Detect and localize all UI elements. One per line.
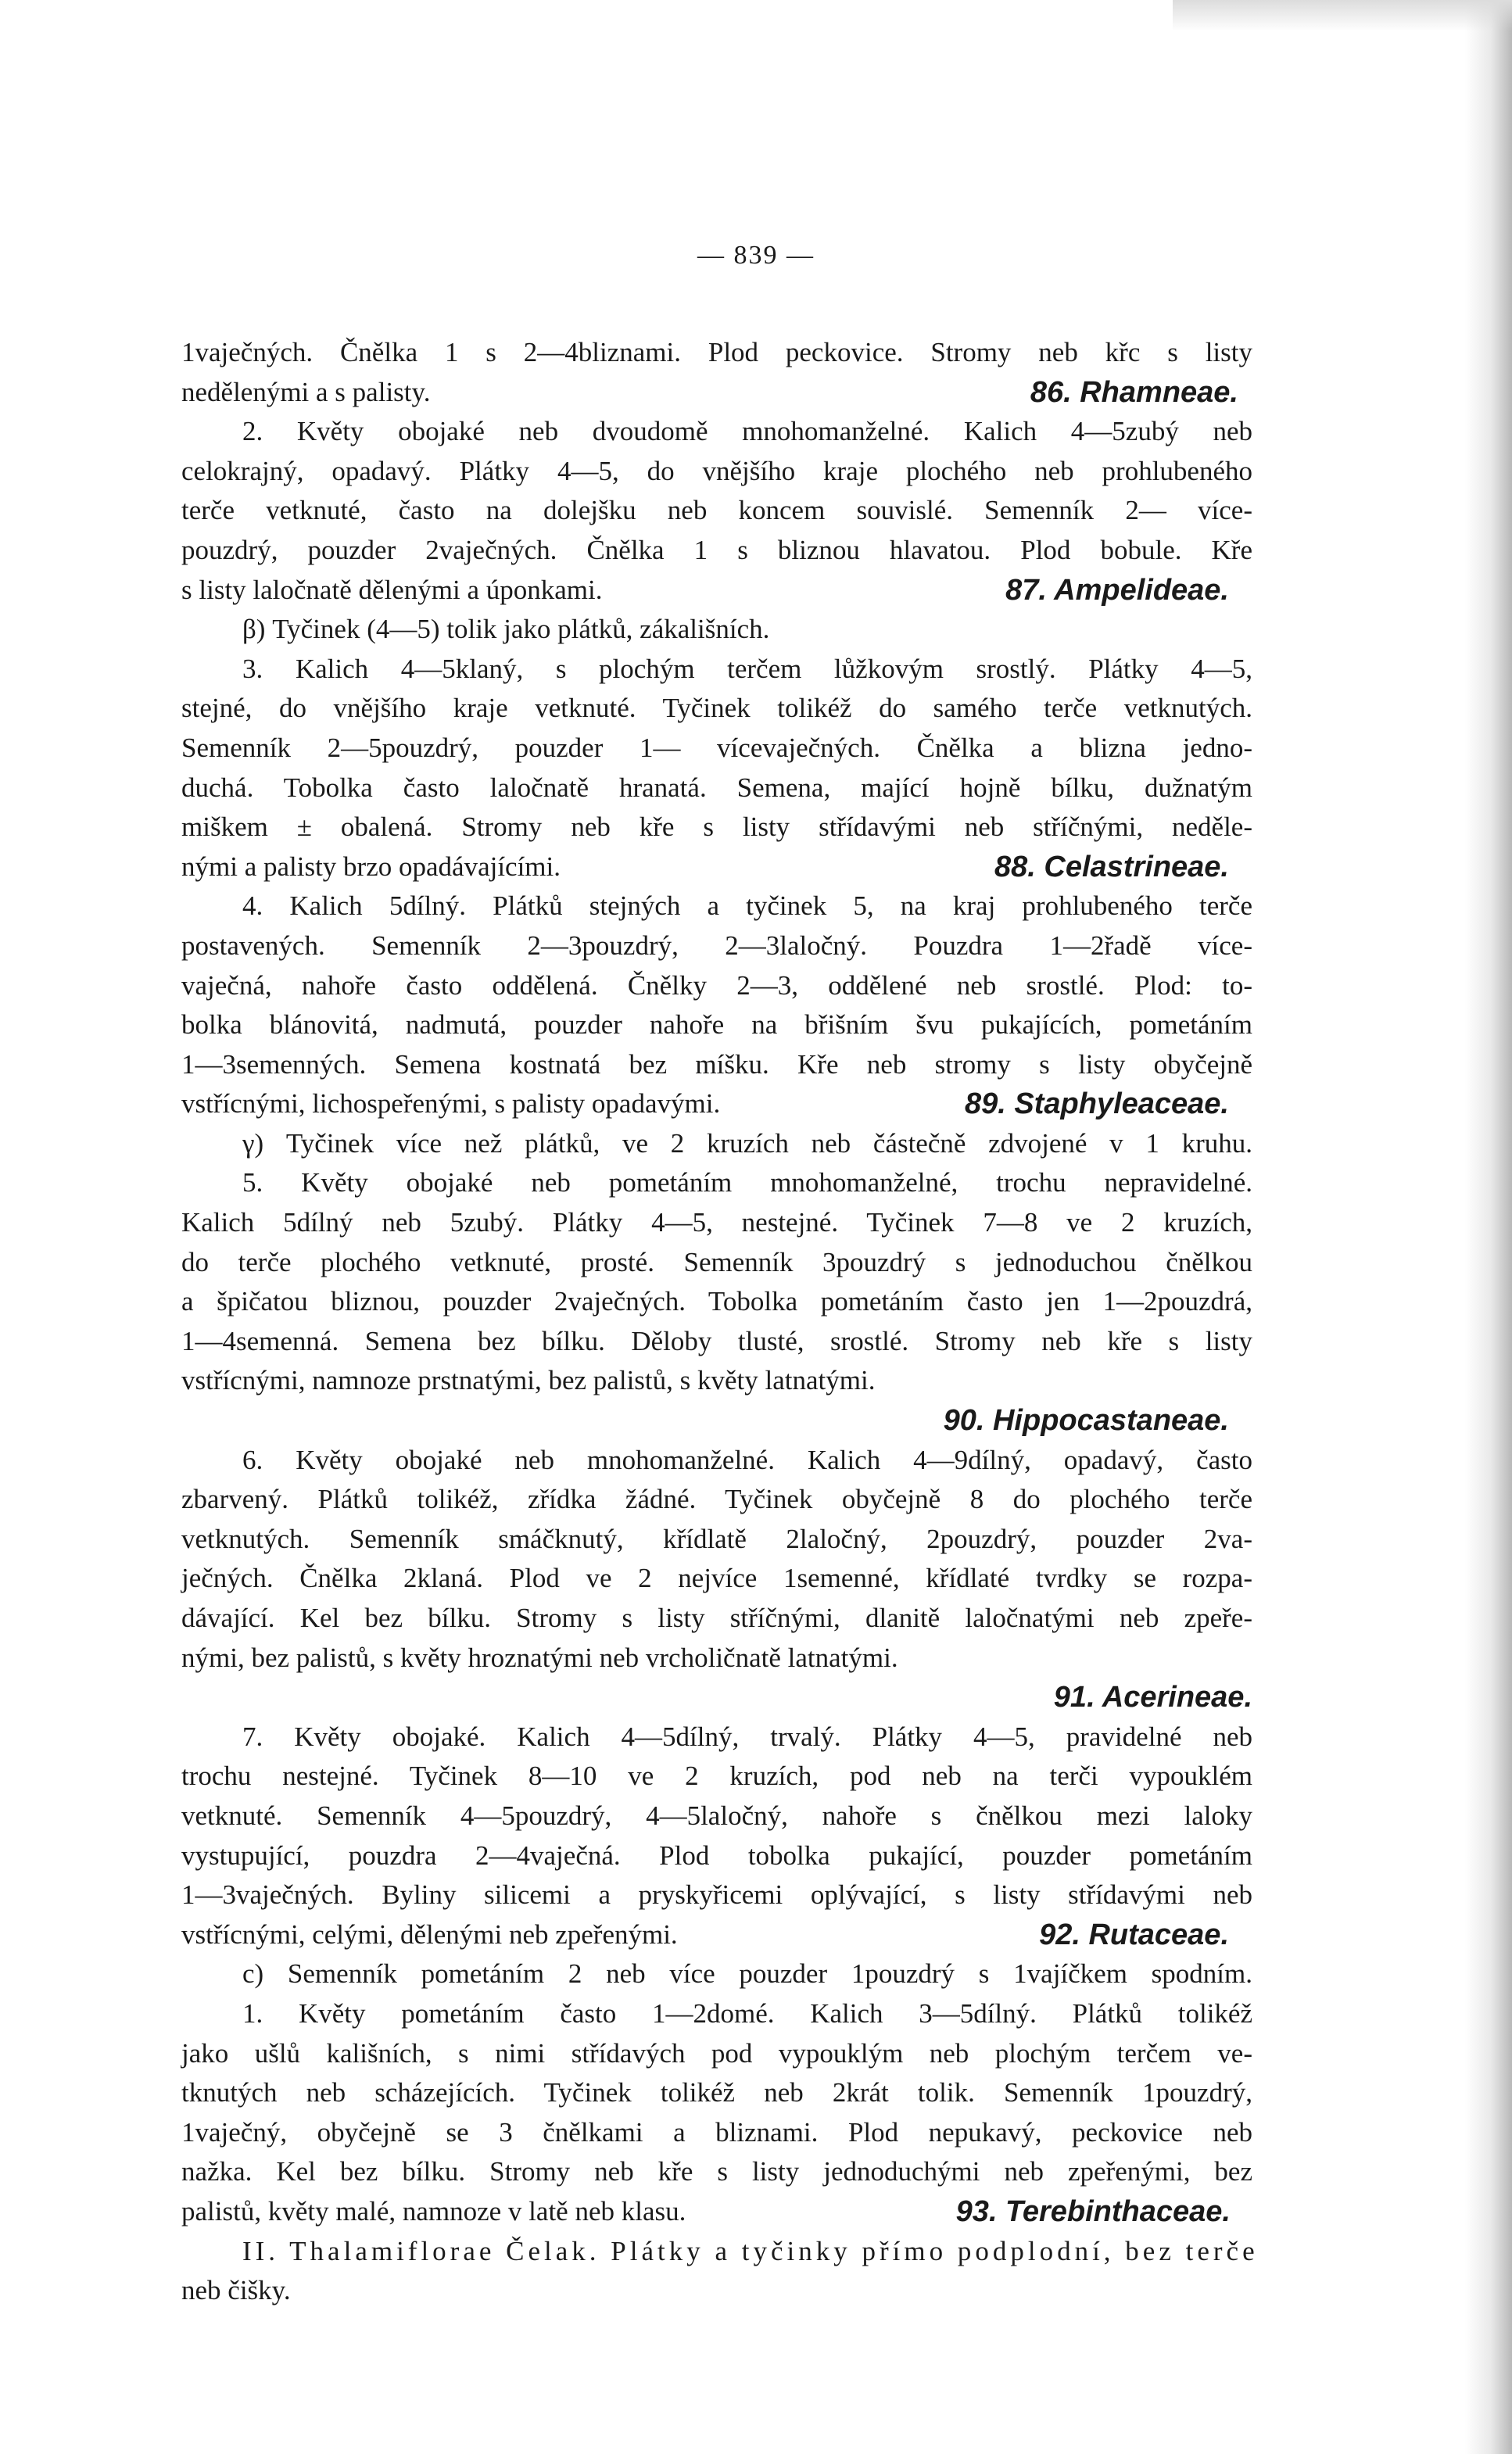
family-name-celastrineae: 88. Celastrineae.	[994, 850, 1229, 883]
text-line-32: ječných. Čnělka 2klaná. Plod ve 2 nejvíce 1semenné, křídlaté tvrdky se rozpa-	[181, 1563, 1252, 1594]
text-line-11: Semenník 2—5pouzdrý, pouzder 1— vícevaječných. Čnělka a blizna jedno-	[181, 732, 1252, 763]
text-line-14	[181, 847, 1252, 887]
family-name-terebinthaceae: 93. Terebinthaceae.	[955, 2194, 1231, 2228]
line-text: vstřícnými, celými, dělenými neb zpeřenými.	[181, 1918, 678, 1950]
text-line-2	[181, 373, 1252, 413]
text-line-46: 1vaječný, obyčejně se 3 čnělkami a bliznami. Plod nepukavý, peckovice neb	[181, 2116, 1252, 2148]
text-line-44: jako ušlů kališních, s nimi střídavých pod vypouklým neb plochým terčem ve-	[181, 2037, 1252, 2069]
text-line-45: tknutých neb scházejících. Tyčinek tolikéž neb 2krát tolik. Semenník 1pouzdrý,	[181, 2077, 1252, 2108]
text-line-38: vetknuté. Semenník 4—5pouzdrý, 4—5laločný, nahoře s čnělkou mezi laloky	[181, 1800, 1252, 1831]
text-line-24: do terče plochého vetknuté, prosté. Semenník 3pouzdrý s jednoduchou čnělkou	[181, 1246, 1252, 1277]
family-name-staphyleaceae: 89. Staphyleaceae.	[965, 1087, 1229, 1121]
text-line-16: postavených. Semenník 2—3pouzdrý, 2—3laločný. Pouzdra 1—2řadě více-	[181, 930, 1252, 961]
text-line-25: a špičatou bliznou, pouzder 2vaječných. Tobolka pometáním často jen 1—2pouzdrá,	[181, 1286, 1252, 1317]
family-name-acerineae: 91. Acerineae.	[1053, 1681, 1252, 1714]
line-text: palistů, květy malé, namnoze v latě neb klasu.	[181, 2195, 686, 2227]
text-line-42: c) Semenník pometáním 2 neb více pouzder 1pouzdrý s 1vajíčkem spodním.	[242, 1958, 1252, 1990]
text-line-40: 1—3vaječných. Byliny silicemi a pryskyřicemi oplývající, s listy střídavými neb	[181, 1879, 1252, 1911]
family-name-hippocastaneae: 90. Hippocastaneae.	[943, 1404, 1229, 1438]
text-line-12: duchá. Tobolka často laločnatě hranatá. Semena, mající hojně bílku, dužnatým	[181, 772, 1252, 803]
text-line-23: Kalich 5dílný neb 5zubý. Plátky 4—5, nestejné. Tyčinek 7—8 ve 2 kruzích,	[181, 1207, 1252, 1238]
text-line-48	[181, 2192, 1252, 2232]
text-line-1: 1vaječných. Čnělka 1 s 2—4bliznami. Plod peckovice. Stromy neb křc s listy	[181, 337, 1252, 367]
text-line-17: vaječná, nahoře často oddělená. Čnělky 2—3, oddělené neb srostlé. Plod: to-	[181, 969, 1252, 1001]
family-name-rutaceae: 92. Rutaceae.	[1039, 1918, 1229, 1951]
text-line-26: 1—4semenná. Semena bez bílku. Děloby tlusté, srostlé. Stromy neb kře s listy	[181, 1325, 1252, 1356]
text-line-50: neb čišky.	[181, 2275, 291, 2306]
text-line-10: stejné, do vnějšího kraje vetknuté. Tyčinek tolikéž do samého terče vetknutých.	[181, 693, 1252, 724]
text-line-21: γ) Tyčinek více než plátků, ve 2 kruzích neb částečně zdvojené v 1 kruhu.	[242, 1127, 1252, 1159]
family-name-rhamneae: 86. Rhamneae.	[1030, 375, 1238, 409]
text-line-35	[181, 1678, 1252, 1718]
body-text	[181, 333, 1259, 2311]
text-line-49: II. Thalamiflorae Čelak. Plátky a tyčinky přímo podplodní, bez terče	[242, 2235, 1259, 2266]
text-line-19: 1—3semenných. Semena kostnatá bez míšku. Kře neb stromy s listy obyčejně	[181, 1048, 1252, 1080]
text-line-3: 2. Květy obojaké neb dvoudomě mnohomanželné. Kalich 4—5zubý neb	[242, 416, 1252, 447]
text-line-31: vetknutých. Semenník smáčknutý, křídlatě 2laločný, 2pouzdrý, pouzder 2va-	[181, 1523, 1252, 1554]
text-line-33: dávající. Kel bez bílku. Stromy s listy stříčnými, dlanitě laločnatými neb zpeře-	[181, 1603, 1252, 1633]
text-line-13: miškem ± obalená. Stromy neb kře s listy střídavými neb stříčnými, neděle-	[181, 811, 1252, 843]
text-line-36: 7. Květy obojaké. Kalich 4—5dílný, trvalý. Plátky 4—5, pravidelné neb	[242, 1721, 1252, 1752]
line-text: vstřícnými, lichospeřenými, s palisty opadavými.	[181, 1088, 721, 1120]
text-line-47: nažka. Kel bez bílku. Stromy neb kře s listy jednoduchými neb zpeřenými, bez	[181, 2156, 1252, 2187]
text-line-27: vstřícnými, namnoze prstnatými, bez palistů, s květy latnatými.	[181, 1365, 876, 1396]
text-line-34: nými, bez palistů, s květy hroznatými neb vrcholičnatě latnatými.	[181, 1642, 898, 1673]
text-line-15: 4. Kalich 5dílný. Plátků stejných a tyčinek 5, na kraj prohlubeného terče	[242, 890, 1252, 922]
page-top-shadow	[1173, 0, 1512, 31]
text-line-7	[181, 571, 1252, 611]
text-line-5: terče vetknuté, často na dolejšku neb koncem souvislé. Semenník 2— více-	[181, 495, 1252, 526]
text-line-43: 1. Květy pometáním často 1—2domé. Kalich 3—5dílný. Plátků tolikéž	[242, 1997, 1252, 2029]
text-line-39: vystupující, pouzdra 2—4vaječná. Plod tobolka pukající, pouzder pometáním	[181, 1840, 1252, 1871]
text-line-9: 3. Kalich 4—5klaný, s plochým terčem lůžkovým srostlý. Plátky 4—5,	[242, 653, 1252, 684]
text-line-18: bolka blánovitá, nadmutá, pouzder nahoře na břišním švu pukajících, pometáním	[181, 1009, 1252, 1041]
line-text: s listy laločnatě dělenými a úponkami.	[181, 574, 603, 605]
text-line-8: β) Tyčinek (4—5) tolik jako plátků, zákališních.	[242, 614, 770, 645]
text-line-28	[181, 1401, 1252, 1441]
family-name-ampelideae: 87. Ampelideae.	[1005, 573, 1229, 607]
text-line-22: 5. Květy obojaké neb pometáním mnohomanželné, trochu nepravidelné.	[242, 1167, 1252, 1198]
line-text: nými a palisty brzo opadávajícími.	[181, 851, 561, 882]
text-line-4: celokrajný, opadavý. Plátky 4—5, do vnějšího kraje plochého neb prohlubeného	[181, 455, 1252, 486]
text-line-29: 6. Květy obojaké neb mnohomanželné. Kalich 4—9dílný, opadavý, často	[242, 1444, 1252, 1475]
text-line-41	[181, 1915, 1252, 1955]
page-edge-shadow	[1465, 0, 1512, 2454]
page-number: — 839 —	[697, 241, 815, 270]
text-line-37: trochu nestejné. Tyčinek 8—10 ve 2 kruzích, pod neb na terči vypouklém	[181, 1761, 1252, 1792]
text-line-20	[181, 1084, 1252, 1124]
text-line-30: zbarvený. Plátků tolikéž, zřídka žádné. Tyčinek obyčejně 8 do plochého terče	[181, 1484, 1252, 1515]
line-text: nedělenými a s palisty.	[181, 376, 431, 407]
text-line-6: pouzdrý, pouzder 2vaječných. Čnělka 1 s bliznou hlavatou. Plod bobule. Kře	[181, 534, 1252, 565]
